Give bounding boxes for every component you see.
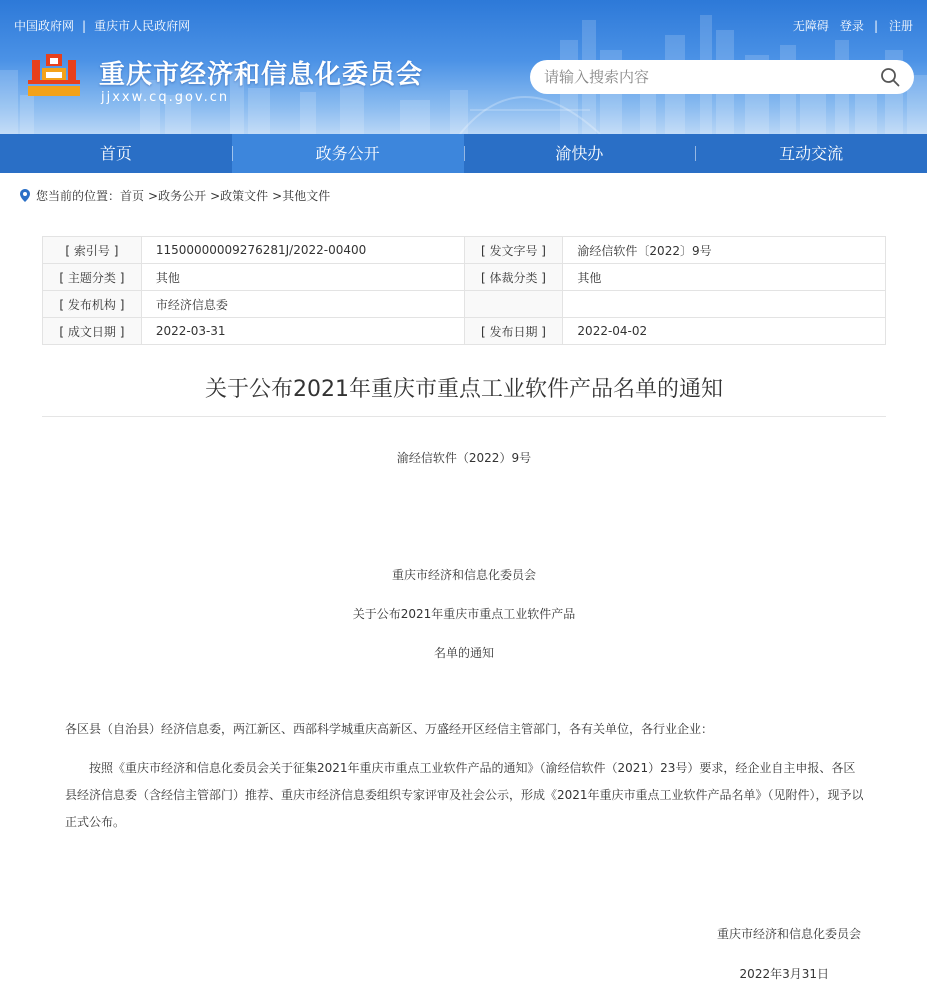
nav-item-home[interactable]: 首页 xyxy=(99,144,132,163)
genre-value: 其他 xyxy=(563,264,886,291)
user-links xyxy=(793,17,913,34)
search-box xyxy=(530,60,914,94)
title-divider xyxy=(42,416,886,417)
link-separator: | xyxy=(873,18,878,33)
topic-value: 其他 xyxy=(141,264,464,291)
emblem-logo-icon[interactable] xyxy=(26,50,82,100)
article-signature: 重庆市经济和信息化委员会 xyxy=(716,927,861,941)
location-pin-icon xyxy=(20,189,30,202)
doc-no-value: 渝经信软件〔2022〕9号 xyxy=(563,237,886,264)
article-title: 关于公布2021年重庆市重点工业软件产品名单的通知 xyxy=(205,377,723,402)
table-row xyxy=(43,318,886,345)
link-separator: | xyxy=(82,18,87,33)
article-doc-number: 渝经信软件（2022）9号 xyxy=(396,451,532,465)
site-title[interactable]: 重庆市经济和信息化委员会 xyxy=(99,60,424,90)
article-body-paragraph: 按照《重庆市经济和信息化委员会关于征集2021年重庆市重点工业软件产品的通知》（渝经信软件（2021）23号）要求，经企业自主申报、各区县经济信息委（含经信主管部门）推荐、重庆市经济信息委组织专家评审及社会公示，形成《2021年重庆市重点工业软件产品名单》（见附件），现予以正式公布。 xyxy=(65,761,864,829)
nav-item-gov-affairs[interactable]: 政务公开 xyxy=(232,134,464,173)
published-value: 2022-04-02 xyxy=(563,318,886,345)
search-input[interactable] xyxy=(544,60,864,94)
org-label: [ 发布机构 ] xyxy=(43,291,142,318)
doc-no-label: [ 发文字号 ] xyxy=(464,237,563,264)
index-label: [ 索引号 ] xyxy=(43,237,142,264)
org-value: 市经济信息委 xyxy=(141,291,464,318)
site-domain: jjxxw.cq.gov.cn xyxy=(101,90,230,105)
breadcrumb-home[interactable]: 首页 xyxy=(120,189,145,203)
main-nav xyxy=(0,134,927,173)
empty-value xyxy=(563,291,886,318)
genre-label: [ 体裁分类 ] xyxy=(464,264,563,291)
accessibility-link[interactable]: 无障碍 xyxy=(792,19,829,33)
article-subtitle-line2: 名单的通知 xyxy=(433,646,494,660)
created-value: 2022-03-31 xyxy=(141,318,464,345)
document-metadata-table xyxy=(42,236,886,345)
published-label: [ 发布日期 ] xyxy=(464,318,563,345)
index-value: 11500000009276281J/2022-00400 xyxy=(141,237,464,264)
empty-label xyxy=(464,291,563,318)
breadcrumb xyxy=(20,187,334,204)
breadcrumb-other-docs[interactable]: >其他文件 xyxy=(272,189,331,203)
breadcrumb-policy-docs[interactable]: >政策文件 xyxy=(210,189,269,203)
article-subtitle-line1: 关于公布2021年重庆市重点工业软件产品 xyxy=(352,607,576,621)
table-row xyxy=(43,237,886,264)
nav-item-yukuaiban[interactable]: 渝快办 xyxy=(464,134,696,173)
gov-link-central[interactable]: 中国政府网 xyxy=(14,19,75,33)
gov-links xyxy=(14,17,190,34)
site-header xyxy=(0,0,927,134)
breadcrumb-label: 您当前的位置： xyxy=(36,189,121,203)
breadcrumb-gov-affairs[interactable]: >政务公开 xyxy=(148,189,207,203)
article-issuer: 重庆市经济和信息化委员会 xyxy=(391,568,536,582)
table-row xyxy=(43,291,886,318)
topic-label: [ 主题分类 ] xyxy=(43,264,142,291)
nav-item-interaction[interactable]: 互动交流 xyxy=(695,134,927,173)
search-icon[interactable] xyxy=(880,67,900,87)
article-date: 2022年3月31日 xyxy=(739,967,829,981)
article-salutation: 各区县（自治县）经济信息委，两江新区、西部科学城重庆高新区、万盛经开区经信主管部门，各有关单位，各行业企业： xyxy=(65,722,714,736)
table-row xyxy=(43,264,886,291)
gov-link-chongqing[interactable]: 重庆市人民政府网 xyxy=(94,19,191,33)
created-label: [ 成文日期 ] xyxy=(43,318,142,345)
register-link[interactable]: 注册 xyxy=(888,19,913,33)
login-link[interactable]: 登录 xyxy=(839,19,864,33)
